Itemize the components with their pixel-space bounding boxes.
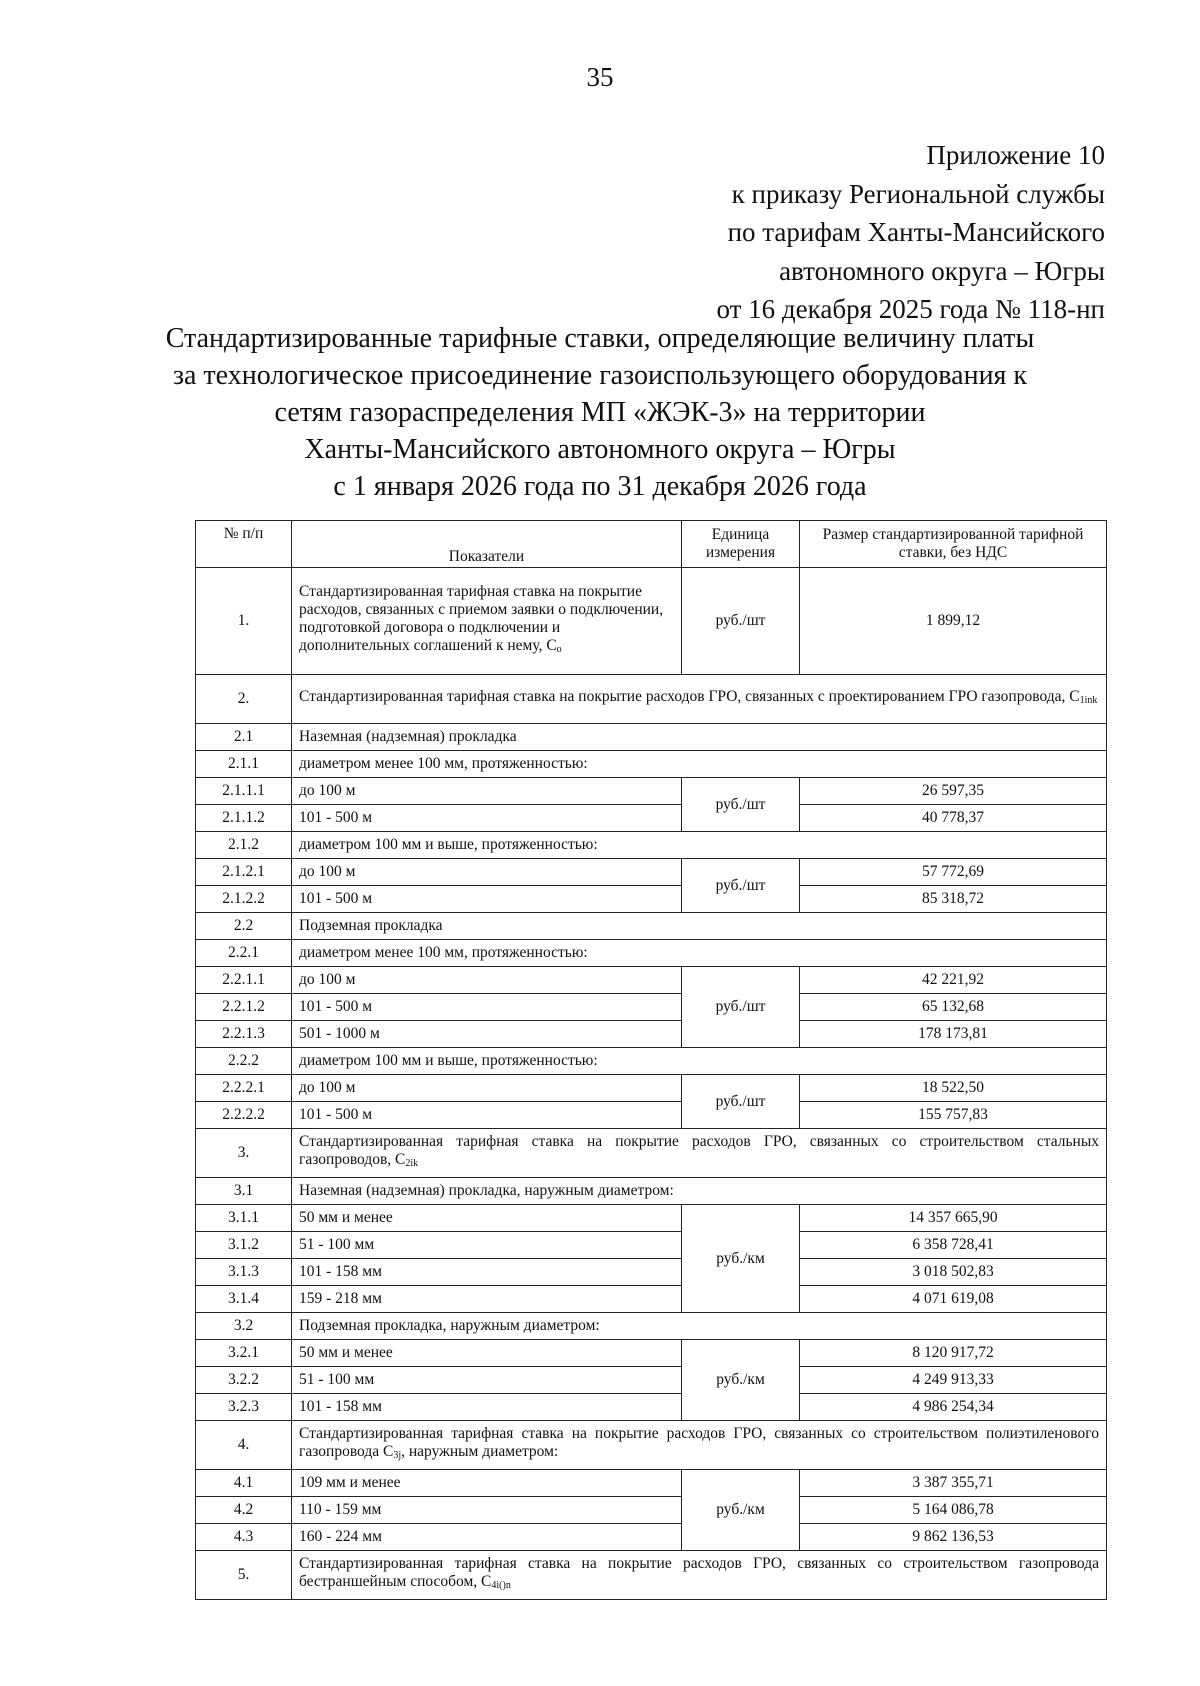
table-row	[196, 859, 1107, 886]
row-indicator: 101 - 158 мм	[292, 1394, 682, 1421]
row-num: 3.2.1	[196, 1340, 292, 1367]
section-row	[196, 1178, 1107, 1205]
appendix-line: к приказу Региональной службы	[731, 178, 1105, 209]
row-value: 178 173,81	[800, 1021, 1107, 1048]
row-value: 8 120 917,72	[800, 1340, 1107, 1367]
section-text: диаметром 100 мм и выше, протяженностью:	[292, 832, 1107, 859]
appendix-header	[716, 136, 1105, 329]
title-line: за технологическое присоединение газоиспользующего оборудования к	[172, 360, 1028, 391]
section-row	[196, 832, 1107, 859]
row-value: 65 132,68	[800, 994, 1107, 1021]
row-indicator: 50 мм и менее	[292, 1340, 682, 1367]
table-row	[196, 1497, 1107, 1524]
table-row	[196, 805, 1107, 832]
page-number: 35	[586, 62, 614, 92]
row-indicator: до 100 м	[292, 778, 682, 805]
table-row	[196, 1394, 1107, 1421]
row-value: 18 522,50	[800, 1075, 1107, 1102]
section-text	[292, 1421, 1107, 1470]
header-value: Размер стандартизированной тарифной ставки, без НДС	[800, 521, 1107, 568]
row-indicator: 101 - 500 м	[292, 1102, 682, 1129]
row-num: 3.2.3	[196, 1394, 292, 1421]
row-unit: руб./км	[682, 1470, 800, 1551]
title-line: с 1 января 2026 года по 31 декабря 2026 года	[333, 471, 867, 502]
table-row	[196, 1470, 1107, 1497]
row-unit: руб./шт	[682, 778, 800, 832]
row-value: 26 597,35	[800, 778, 1107, 805]
appendix-line: от 16 декабря 2025 года № 118-нп	[716, 294, 1105, 324]
row-num: 2.2.1.1	[196, 967, 292, 994]
section-num: 3.	[196, 1129, 292, 1178]
section-row	[196, 1048, 1107, 1075]
row-value: 57 772,69	[800, 859, 1107, 886]
section-num: 2.2	[196, 913, 292, 940]
row-num: 2.2.2.2	[196, 1102, 292, 1129]
row-value: 6 358 728,41	[800, 1232, 1107, 1259]
row-num: 2.1.2.2	[196, 886, 292, 913]
appendix-line: автономного округа – Югры	[779, 255, 1105, 286]
row-value: 14 357 665,90	[800, 1205, 1107, 1232]
section-text	[292, 675, 1107, 724]
row-value: 85 318,72	[800, 886, 1107, 913]
table-row	[196, 778, 1107, 805]
appendix-line: Приложение 10	[926, 140, 1105, 170]
table-row	[196, 1232, 1107, 1259]
row-indicator: 101 - 158 мм	[292, 1259, 682, 1286]
row-num: 2.2.1.3	[196, 1021, 292, 1048]
row-indicator: 160 - 224 мм	[292, 1524, 682, 1551]
section-num: 5.	[196, 1551, 292, 1600]
appendix-line: по тарифам Ханты-Мансийского	[727, 217, 1105, 247]
table-row	[196, 967, 1107, 994]
table-row	[196, 1367, 1107, 1394]
section-text	[292, 1129, 1107, 1178]
row-num: 2.1.1.1	[196, 778, 292, 805]
row-indicator: 109 мм и менее	[292, 1470, 682, 1497]
table-row	[196, 1286, 1107, 1313]
row-num: 3.1.3	[196, 1259, 292, 1286]
row-indicator: 50 мм и менее	[292, 1205, 682, 1232]
row-num: 3.2.2	[196, 1367, 292, 1394]
section-text-sub: 1ink	[1079, 695, 1098, 706]
row-indicator: 51 - 100 мм	[292, 1232, 682, 1259]
section-row	[196, 675, 1107, 724]
table-row	[196, 568, 1107, 675]
section-text-tail: , наружным диаметром:	[401, 1443, 559, 1460]
row-indicator-sub: o	[556, 644, 562, 655]
row-value: 9 862 136,53	[800, 1524, 1107, 1551]
table-row	[196, 1102, 1107, 1129]
table-row	[196, 1340, 1107, 1367]
row-unit: руб./шт	[682, 1075, 800, 1129]
document-title	[0, 320, 1200, 505]
row-indicator: 110 - 159 мм	[292, 1497, 682, 1524]
row-unit: руб./км	[682, 1340, 800, 1421]
section-text-main: Стандартизированная тарифная ставка на покрытие расходов ГРО, связанных со строительством стальных газопроводов, C	[299, 1133, 1099, 1168]
table-row	[196, 886, 1107, 913]
section-text-main: Стандартизированная тарифная ставка на покрытие расходов ГРО, связанных со строительством полиэтиленового газопровода C	[299, 1425, 1099, 1460]
section-num: 4.	[196, 1421, 292, 1470]
section-row	[196, 724, 1107, 751]
section-text: Подземная прокладка	[292, 913, 1107, 940]
section-num: 2.1.1	[196, 751, 292, 778]
section-row	[196, 1551, 1107, 1600]
row-indicator: до 100 м	[292, 967, 682, 994]
row-unit: руб./шт	[682, 568, 800, 675]
section-text-sub: 2ik	[405, 1158, 419, 1169]
section-text-main: Стандартизированная тарифная ставка на покрытие расходов ГРО, связанных со строительством газопровода бестраншейным способом, C	[299, 1555, 1099, 1590]
section-text	[292, 1551, 1107, 1600]
row-indicator: 501 - 1000 м	[292, 1021, 682, 1048]
section-text-main: Стандартизированная тарифная ставка на покрытие расходов ГРО, связанных с проектированием ГРО газопровода, C	[299, 688, 1080, 705]
row-indicator: до 100 м	[292, 1075, 682, 1102]
row-num: 2.2.2.1	[196, 1075, 292, 1102]
row-indicator	[292, 568, 682, 675]
section-text: Подземная прокладка, наружным диаметром:	[292, 1313, 1107, 1340]
row-num: 2.1.2.1	[196, 859, 292, 886]
row-indicator-text: Стандартизированная тарифная ставка на покрытие расходов, связанных с приемом заявки о подключении, подготовкой договора о подключении и дополнительных соглашений к нему, C	[299, 583, 664, 654]
row-unit: руб./шт	[682, 967, 800, 1048]
section-text: Наземная (надземная) прокладка, наружным диаметром:	[292, 1178, 1107, 1205]
section-row	[196, 751, 1107, 778]
section-text: диаметром 100 мм и выше, протяженностью:	[292, 1048, 1107, 1075]
section-num: 3.1	[196, 1178, 292, 1205]
row-indicator: 159 - 218 мм	[292, 1286, 682, 1313]
row-value: 4 071 619,08	[800, 1286, 1107, 1313]
section-text-sub: 3j	[393, 1450, 402, 1461]
row-value: 1 899,12	[800, 568, 1107, 675]
row-value: 4 249 913,33	[800, 1367, 1107, 1394]
section-row	[196, 1313, 1107, 1340]
row-indicator: 101 - 500 м	[292, 886, 682, 913]
table-row	[196, 1259, 1107, 1286]
section-text: Наземная (надземная) прокладка	[292, 724, 1107, 751]
table-row	[196, 1075, 1107, 1102]
title-line: Ханты-Мансийского автономного округа – Югры	[304, 434, 896, 465]
table-row	[196, 1021, 1107, 1048]
tariff-table	[195, 520, 1107, 1600]
row-num: 4.2	[196, 1497, 292, 1524]
row-num: 3.1.1	[196, 1205, 292, 1232]
section-text-sub: 4i()n	[491, 1580, 511, 1591]
row-value: 3 387 355,71	[800, 1470, 1107, 1497]
section-num: 2.2.2	[196, 1048, 292, 1075]
row-num: 4.1	[196, 1470, 292, 1497]
row-value: 42 221,92	[800, 967, 1107, 994]
row-num: 4.3	[196, 1524, 292, 1551]
title-line: сетям газораспределения МП «ЖЭК-3» на территории	[274, 397, 926, 428]
row-value: 3 018 502,83	[800, 1259, 1107, 1286]
row-indicator: 101 - 500 м	[292, 805, 682, 832]
table-row	[196, 1205, 1107, 1232]
row-unit: руб./км	[682, 1205, 800, 1313]
section-text: диаметром менее 100 мм, протяженностью:	[292, 751, 1107, 778]
row-value: 4 986 254,34	[800, 1394, 1107, 1421]
title-line: Стандартизированные тарифные ставки, определяющие величину платы	[165, 323, 1035, 354]
section-num: 2.1	[196, 724, 292, 751]
section-num: 3.2	[196, 1313, 292, 1340]
section-row	[196, 913, 1107, 940]
table-row	[196, 1524, 1107, 1551]
table-header-row	[196, 521, 1107, 568]
row-num: 2.1.1.2	[196, 805, 292, 832]
section-row	[196, 1129, 1107, 1178]
row-num: 2.2.1.2	[196, 994, 292, 1021]
section-num: 2.	[196, 675, 292, 724]
section-num: 2.2.1	[196, 940, 292, 967]
row-value: 155 757,83	[800, 1102, 1107, 1129]
row-num: 1.	[196, 568, 292, 675]
row-unit: руб./шт	[682, 859, 800, 913]
section-text: диаметром менее 100 мм, протяженностью:	[292, 940, 1107, 967]
row-num: 3.1.2	[196, 1232, 292, 1259]
section-num: 2.1.2	[196, 832, 292, 859]
row-value: 5 164 086,78	[800, 1497, 1107, 1524]
section-row	[196, 940, 1107, 967]
row-indicator: 101 - 500 м	[292, 994, 682, 1021]
header-indicator: Показатели	[292, 521, 682, 568]
row-num: 3.1.4	[196, 1286, 292, 1313]
table-row	[196, 994, 1107, 1021]
header-num: № п/п	[196, 521, 292, 568]
header-unit: Единица измерения	[682, 521, 800, 568]
section-row	[196, 1421, 1107, 1470]
row-indicator: 51 - 100 мм	[292, 1367, 682, 1394]
row-value: 40 778,37	[800, 805, 1107, 832]
row-indicator: до 100 м	[292, 859, 682, 886]
